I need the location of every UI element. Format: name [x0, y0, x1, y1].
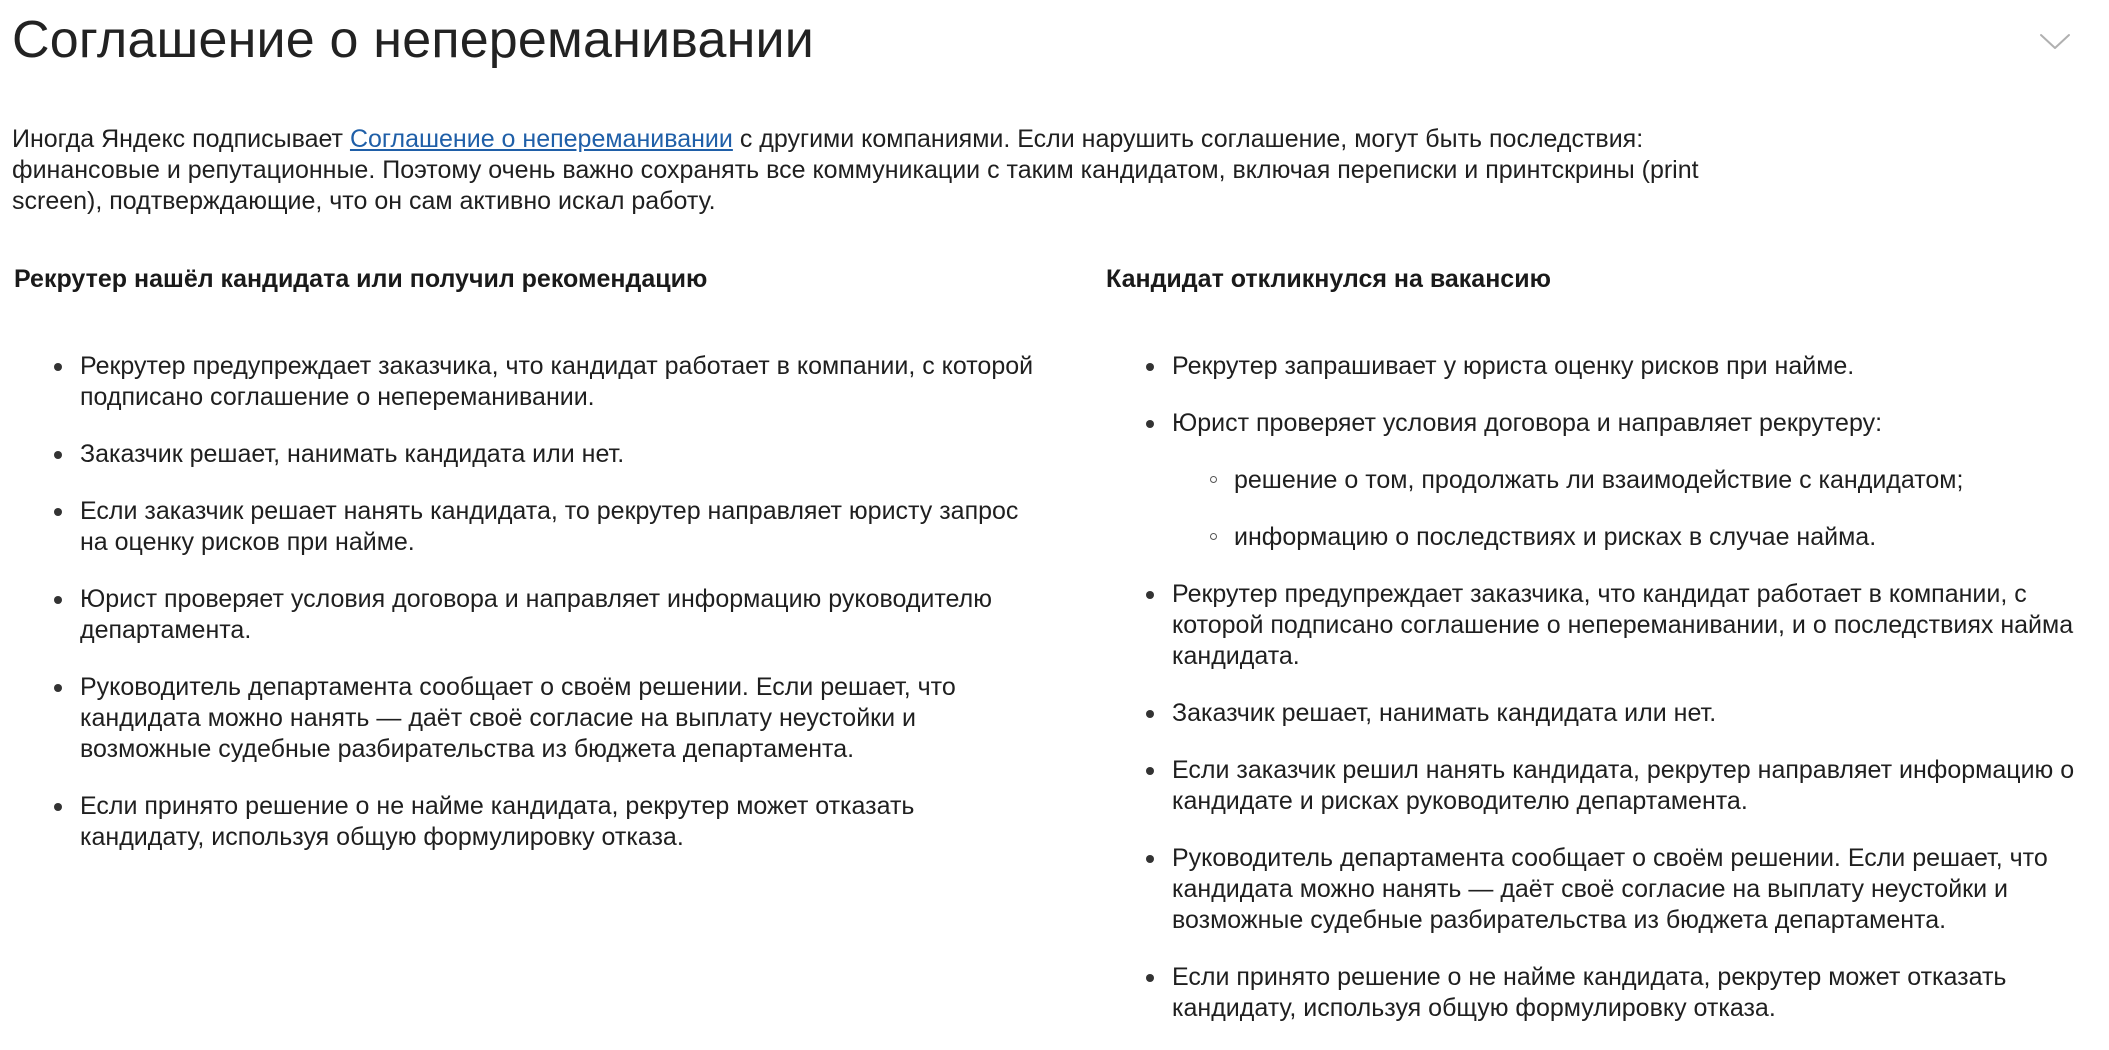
list-item-text: Заказчик решает, нанимать кандидата или нет. [80, 440, 625, 468]
list-item-text: Если заказчик решил нанять кандидата, рекрутер направляет информацию о кандидате и рисках руководителю департамента. [1172, 756, 2075, 815]
list-item [1106, 351, 2106, 382]
list-item-text: Руководитель департамента сообщает о своём решении. Если решает, что кандидата можно нанять — даёт своё согласие на выплату неустойки и возможные судебные разбирательства из бюджета департамента. [80, 673, 956, 763]
list-item [14, 496, 1034, 558]
list-item-text: Юрист проверяет условия договора и направляет информацию руководителю департамента. [80, 585, 992, 644]
list-item [1106, 755, 2106, 817]
bullet-icon [1146, 974, 1154, 982]
right-column-heading: Кандидат откликнулся на вакансию [1106, 265, 1551, 293]
list-item-text: Если принято решение о не найме кандидата, рекрутер может отказать кандидату, используя общую формулировку отказа. [80, 792, 915, 851]
list-item-text: Если заказчик решает нанять кандидата, то рекрутер направляет юристу запрос на оценку рисков при найме. [80, 497, 1019, 556]
left-column-heading: Рекрутер нашёл кандидата или получил рекомендацию [14, 265, 708, 293]
sub-list-item-text: информацию о последствиях и рисках в случае найма. [1234, 523, 1877, 551]
agreement-link[interactable]: Соглашение о непереманивании [349, 125, 733, 153]
chevron-down-icon[interactable] [2038, 30, 2072, 52]
list-item [1106, 843, 2106, 936]
bullet-icon [54, 684, 62, 692]
list-item-text: Юрист проверяет условия договора и направляет рекрутеру: [1172, 409, 1883, 437]
bullet-icon [54, 508, 62, 516]
bullet-icon [1146, 855, 1154, 863]
bullet-icon [54, 803, 62, 811]
bullet-icon [1146, 591, 1154, 599]
circle-bullet-icon [1210, 533, 1217, 540]
list-item [14, 351, 1034, 413]
bullet-icon [54, 596, 62, 604]
list-item [1106, 408, 2106, 553]
list-item [14, 672, 1034, 765]
sub-list-item [1172, 465, 2106, 496]
list-item [1106, 579, 2106, 672]
left-column [14, 264, 1034, 879]
list-item [14, 584, 1034, 646]
right-column [1106, 264, 2106, 1050]
list-item-text: Рекрутер предупреждает заказчика, что кандидат работает в компании, с которой подписано соглашение о непереманивании, и о последствиях найма кандидата. [1172, 580, 2074, 670]
sub-list-item [1172, 522, 2106, 553]
list-item-text: Руководитель департамента сообщает о своём решении. Если решает, что кандидата можно нанять — даёт своё согласие на выплату неустойки и возможные судебные разбирательства из бюджета департамента. [1172, 844, 2048, 934]
right-steps-list [1106, 351, 2106, 1024]
bullet-icon [1146, 710, 1154, 718]
bullet-icon [54, 363, 62, 371]
list-item [1106, 698, 2106, 729]
circle-bullet-icon [1210, 476, 1217, 483]
bullet-icon [1146, 420, 1154, 428]
list-item [1106, 962, 2106, 1024]
list-item [14, 439, 1034, 470]
bullet-icon [1146, 767, 1154, 775]
list-item-text: Рекрутер предупреждает заказчика, что кандидат работает в компании, с которой подписано соглашение о непереманивании. [80, 352, 1034, 411]
list-item-text: Заказчик решает, нанимать кандидата или нет. [1172, 699, 1717, 727]
list-item-text: Рекрутер запрашивает у юриста оценку рисков при найме. [1172, 352, 1855, 380]
bullet-icon [1146, 363, 1154, 371]
list-item-text: Если принято решение о не найме кандидата, рекрутер может отказать кандидату, используя общую формулировку отказа. [1172, 963, 2007, 1022]
list-item [14, 791, 1034, 853]
sub-list-item-text: решение о том, продолжать ли взаимодействие с кандидатом; [1234, 466, 1964, 494]
sub-list [1172, 465, 2106, 553]
page-title: Соглашение о непереманивании [12, 11, 815, 69]
intro-text-end: с другими компаниями. Если нарушить соглашение, могут быть последствия: финансовые и репутационные. Поэтому очень важно сохранять все коммуникации с таким кандидатом, включая переписки и принтскрины (print screen), подтверждающие, что он сам активно искал работу. [12, 125, 1699, 215]
intro-text-start: Иногда Яндекс подписывает [12, 125, 350, 153]
bullet-icon [54, 451, 62, 459]
left-steps-list [14, 351, 1034, 853]
intro-paragraph [12, 124, 1712, 217]
